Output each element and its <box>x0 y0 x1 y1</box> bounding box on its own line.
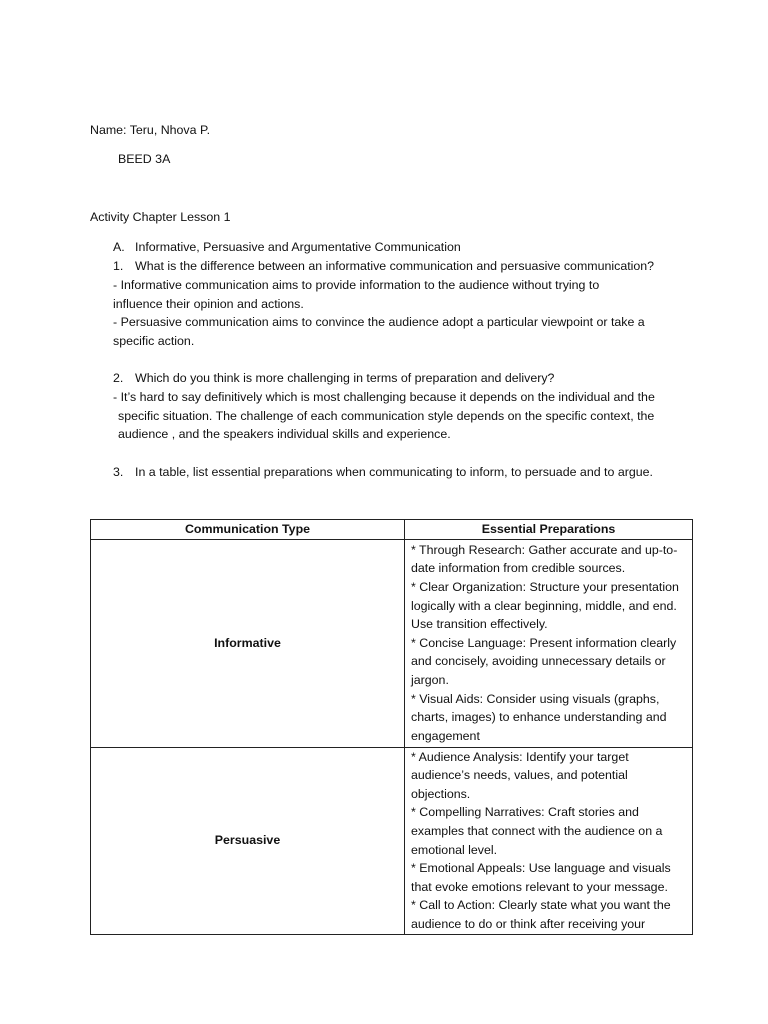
preparations-table <box>90 519 693 935</box>
question-3-text: In a table, list essential preparations when communicating to inform, to persuade and to argue. <box>135 465 653 479</box>
preparation-item: * Through Research: Gather accurate and up-to-date information from credible sources. <box>411 542 678 576</box>
preparation-item: * Clear Organization: Structure your presentation logically with a clear beginning, middle, and end. Use transition effectively. <box>411 580 679 632</box>
question-1-text: What is the difference between an informative communication and persuasive communication? <box>135 259 655 273</box>
header-communication-type: Communication Type <box>91 520 405 540</box>
preparations-cell <box>405 747 693 934</box>
preparation-item: * Emotional Appeals: Use language and visuals that evoke emotions relevant to your message. <box>411 861 671 894</box>
question-2-text: Which do you think is more challenging in terms of preparation and delivery? <box>135 371 555 385</box>
preparation-item: * Call to Action: Clearly state what you want the audience to do or think after receiving your <box>411 898 671 931</box>
answer-1-informative: - Informative communication aims to provide information to the audience without trying to influence their opinion and actions. <box>113 278 600 311</box>
type-cell: Persuasive <box>91 747 405 934</box>
question-1 <box>113 257 654 276</box>
activity-title: Activity Chapter Lesson 1 <box>90 210 231 224</box>
part-a-heading <box>113 238 461 257</box>
preparation-item: * Audience Analysis: Identify your target audience’s needs, values, and potential objections. <box>411 749 629 801</box>
question-3-number: 3. <box>113 465 124 479</box>
header-essential-preparations: Essential Preparations <box>405 520 693 540</box>
question-1-number: 1. <box>113 259 124 273</box>
preparation-item: * Concise Language: Present information clearly and concisely, avoiding unnecessary details or jargon. <box>411 635 677 687</box>
preparation-item: * Compelling Narratives: Craft stories and examples that connect with the audience on a emotional level. <box>411 805 663 857</box>
question-3 <box>113 463 653 482</box>
section-label: BEED 3A <box>118 152 171 166</box>
student-name: Name: Teru, Nhova P. <box>90 123 211 137</box>
answer-1-persuasive: - Persuasive communication aims to convince the audience adopt a particular viewpoint or take a specific action. <box>113 315 645 348</box>
part-a-marker: A. <box>113 240 125 254</box>
part-a-title: Informative, Persuasive and Argumentative Communication <box>135 240 461 254</box>
table-header-row <box>91 520 693 540</box>
preparations-cell <box>405 539 693 747</box>
answer-2: - It’s hard to say definitively which is most challenging because it depends on the individual and the specific situation. The challenge of each communication style depends on the specific context, the audience , and the speakers individual skills and experience. <box>113 390 655 442</box>
question-2 <box>113 369 554 388</box>
preparation-item: * Visual Aids: Consider using visuals (graphs, charts, images) to enhance understanding and engagement <box>411 691 667 743</box>
table-row <box>91 747 693 934</box>
table-row <box>91 539 693 747</box>
question-2-number: 2. <box>113 371 124 385</box>
type-cell: Informative <box>91 539 405 747</box>
